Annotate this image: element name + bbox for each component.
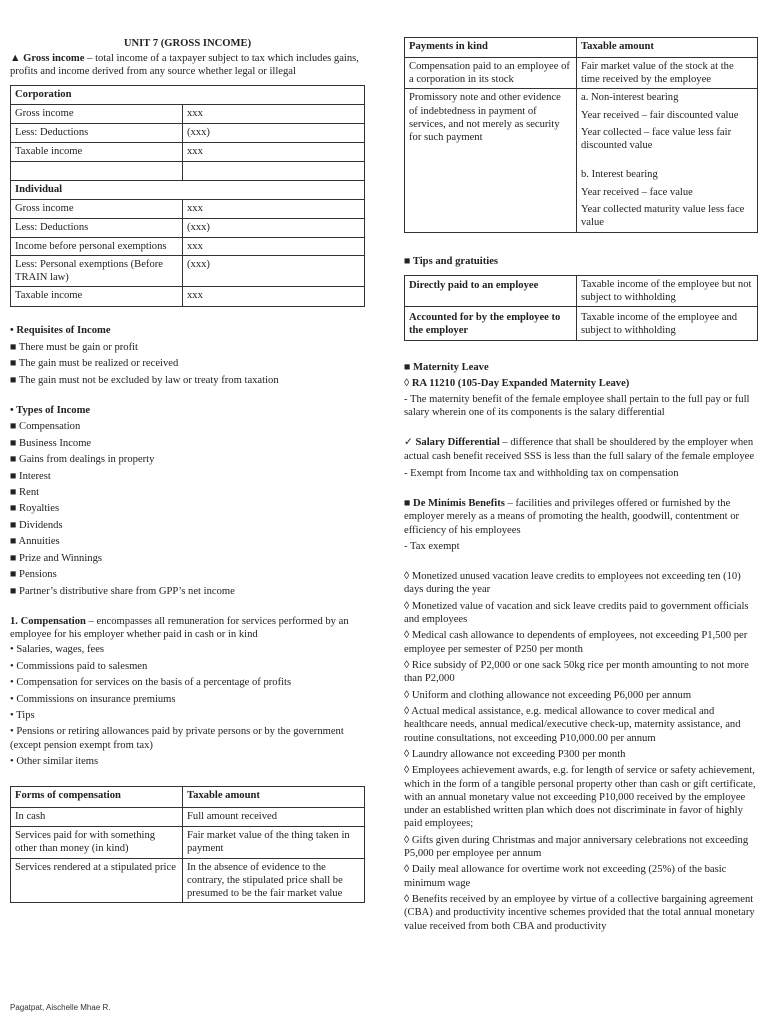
table-row bbox=[405, 307, 758, 340]
table-cell: Fair market value of the stock at the time received by the employee bbox=[577, 58, 758, 89]
list-item: ◊ Monetized value of vacation and sick leave credits paid to government officials and employees bbox=[404, 600, 749, 625]
cell-line: Year collected maturity value less face value bbox=[581, 203, 745, 229]
corporation-table bbox=[10, 85, 365, 308]
triangle-icon: ▲ bbox=[10, 53, 21, 65]
table-row bbox=[11, 858, 365, 903]
list-item: ◊ Employees achievement awards, e.g. for length of service or safety achievement, which in the form of a tangible personal property other than cash or gift certificate, with an annual monetary value not exceeding P10,000 received by the employee under an established written plan which does not discriminate in favor of highly paid employees; bbox=[404, 765, 756, 830]
types-heading: • Types of Income bbox=[10, 404, 91, 416]
table-cell: Promissory note and other evidence of indebtedness in payment of services, and not merely as security for such payment bbox=[405, 89, 577, 233]
table-row bbox=[11, 218, 365, 237]
cell-line: b. Interest bearing bbox=[581, 169, 658, 181]
table-cell bbox=[577, 89, 758, 233]
table-cell: Income before personal exemptions bbox=[11, 237, 183, 255]
gross-income-definition bbox=[10, 52, 365, 78]
table-row bbox=[11, 104, 365, 123]
table-cell: Taxable income bbox=[11, 287, 183, 307]
table-cell: In cash bbox=[11, 808, 183, 827]
table-cell: Taxable income of the employee and subject to withholding bbox=[577, 307, 758, 340]
salary-differential-note: - Exempt from Income tax and withholding tax on compensation bbox=[404, 467, 679, 479]
table-row bbox=[405, 275, 758, 306]
table-row bbox=[11, 161, 365, 180]
table-row bbox=[11, 237, 365, 255]
table-cell: xxx bbox=[183, 237, 365, 255]
table-cell: xxx bbox=[183, 199, 365, 218]
compensation-section bbox=[10, 615, 365, 768]
table-cell: Less: Personal exemptions (Before TRAIN law) bbox=[11, 255, 183, 286]
list-item: ■ Dividends bbox=[10, 519, 63, 531]
list-item: • Compensation for services on the basis of a percentage of profits bbox=[10, 677, 292, 689]
table-cell: Full amount received bbox=[183, 808, 365, 827]
compensation-text: – encompasses all remuneration for services performed by an employee for his employer whether paid in cash or in kind bbox=[10, 615, 349, 641]
cell-line: Year received – fair discounted value bbox=[581, 109, 739, 121]
table-row bbox=[405, 89, 758, 233]
table-row bbox=[11, 123, 365, 142]
individual-header: Individual bbox=[11, 180, 365, 199]
check-icon: ✓ bbox=[404, 437, 416, 449]
salary-differential bbox=[404, 436, 758, 462]
table-cell: Services paid for with something other than money (in kind) bbox=[11, 827, 183, 858]
maternity-text: - The maternity benefit of the female employee shall pertain to the full pay or full salary wherein one of its components is the salary differential bbox=[404, 393, 750, 419]
table-cell: Gross income bbox=[11, 104, 183, 123]
table-row bbox=[11, 199, 365, 218]
table-cell bbox=[183, 161, 365, 180]
list-item: • Commissions on insurance premiums bbox=[10, 693, 176, 705]
list-item: ■ Pensions bbox=[10, 569, 57, 581]
list-item: • Other similar items bbox=[10, 756, 99, 768]
tips-heading: ■ Tips and gratuities bbox=[404, 256, 499, 268]
table-header: Taxable amount bbox=[183, 787, 365, 808]
compensation-term: 1. Compensation bbox=[10, 615, 86, 627]
de-minimis-text: – facilities and privileges offered or furnished by the employer merely as a means of promoting the health, goodwill, contentment or efficiency of his employees bbox=[404, 498, 740, 536]
table-cell: Less: Deductions bbox=[11, 123, 183, 142]
table-header: Payments in kind bbox=[405, 38, 577, 58]
list-item: ■ Rent bbox=[10, 487, 40, 499]
list-item: ■ Royalties bbox=[10, 503, 60, 515]
list-item: ◊ Actual medical assistance, e.g. medical allowance to cover medical and healthcare needs, annual medical/executive check-up, maternity assistance, and routine consultations, not exceeding P10,000.00 per annum bbox=[404, 706, 741, 744]
table-cell: (xxx) bbox=[183, 123, 365, 142]
list-item: ■ Partner’s distributive share from GPP’s net income bbox=[10, 585, 235, 597]
gross-income-term: Gross income bbox=[23, 53, 85, 65]
table-cell: xxx bbox=[183, 142, 365, 161]
list-item: ■ Interest bbox=[10, 470, 51, 482]
page-title: UNIT 7 (GROSS INCOME) bbox=[123, 38, 252, 49]
gross-income-text: – total income of a taxpayer subject to tax which includes gains, profits and income derived from any source whether legal or illegal bbox=[10, 53, 359, 78]
maternity-heading: ■ Maternity Leave bbox=[404, 361, 489, 373]
list-item: • Pensions or retiring allowances paid by private persons or by the government (except pension exempt from tax) bbox=[10, 726, 344, 751]
list-item: ◊ Laundry allowance not exceeding P300 per month bbox=[404, 749, 626, 761]
table-cell: Services rendered at a stipulated price bbox=[11, 858, 183, 903]
table-cell: Less: Deductions bbox=[11, 218, 183, 237]
list-item: ■ Prize and Winnings bbox=[10, 552, 102, 564]
requisites-section bbox=[10, 324, 365, 387]
table-cell: Compensation paid to an employee of a corporation in its stock bbox=[405, 58, 577, 89]
table-row bbox=[11, 255, 365, 286]
list-item: • Tips bbox=[10, 709, 35, 721]
list-item: ■ Annuities bbox=[10, 536, 60, 548]
table-header-row bbox=[11, 787, 365, 808]
salary-differential-text: – difference that shall be shouldered by the employer when actual cash benefit received SSS is less than the full salary of the female employee bbox=[404, 437, 755, 462]
list-item: • Commissions paid to salesmen bbox=[10, 660, 148, 672]
table-row bbox=[405, 58, 758, 89]
table-cell: xxx bbox=[183, 287, 365, 307]
list-item: ◊ Benefits received by an employee by virtue of a collective bargaining agreement (CBA) and productivity incentive schemes provided that the total annual monetary value received from both CBA and productivity bbox=[404, 894, 755, 932]
types-section bbox=[10, 404, 365, 598]
list-item: ■ The gain must be realized or received bbox=[10, 358, 179, 370]
table-cell: Accounted for by the employee to the employer bbox=[405, 307, 577, 340]
list-item: ◊ Daily meal allowance for overtime work not exceeding (25%) of the basic minimum wage bbox=[404, 864, 727, 889]
list-item: ■ The gain must not be excluded by law or treaty from taxation bbox=[10, 374, 279, 386]
table-cell: In the absence of evidence to the contrary, the stipulated price shall be presumed to be the fair market value bbox=[183, 858, 365, 903]
table-cell: Directly paid to an employee bbox=[405, 275, 577, 306]
left-column bbox=[10, 0, 365, 903]
table-header: Taxable amount bbox=[577, 38, 758, 58]
table-cell bbox=[11, 161, 183, 180]
table-header: Forms of compensation bbox=[11, 787, 183, 808]
de-minimis-definition bbox=[404, 497, 758, 537]
ra-heading: ◊ RA 11210 (105-Day Expanded Maternity Leave) bbox=[404, 377, 630, 389]
tips-table bbox=[404, 275, 758, 341]
corporation-header: Corporation bbox=[11, 85, 365, 104]
list-item: ◊ Medical cash allowance to dependents of employees, not exceeding P1,500 per employee per semester of P250 per month bbox=[404, 630, 748, 655]
right-column bbox=[404, 0, 758, 936]
table-cell: Taxable income bbox=[11, 142, 183, 161]
cell-line: Year received – face value bbox=[581, 186, 693, 198]
table-cell: Taxable income of the employee but not subject to withholding bbox=[577, 275, 758, 306]
de-minimis-term: ■ De Minimis Benefits bbox=[404, 498, 505, 510]
list-item: ◊ Rice subsidy of P2,000 or one sack 50kg rice per month amounting to not more than P2,000 bbox=[404, 660, 749, 685]
table-cell: xxx bbox=[183, 104, 365, 123]
table-row bbox=[11, 827, 365, 858]
table-row bbox=[11, 808, 365, 827]
table-header-row bbox=[405, 38, 758, 58]
requisites-heading: • Requisites of Income bbox=[10, 325, 111, 337]
table-cell: Fair market value of the thing taken in payment bbox=[183, 827, 365, 858]
compensation-definition bbox=[10, 615, 365, 641]
list-item: ■ Compensation bbox=[10, 421, 81, 433]
list-item: ◊ Uniform and clothing allowance not exceeding P6,000 per annum bbox=[404, 689, 692, 701]
list-item: ◊ Monetized unused vacation leave credits to employees not exceeding ten (10) days during the year bbox=[404, 571, 741, 596]
table-row bbox=[11, 287, 365, 307]
table-cell: Gross income bbox=[11, 199, 183, 218]
salary-differential-term: Salary Differential bbox=[415, 437, 500, 449]
table-cell: (xxx) bbox=[183, 255, 365, 286]
list-item: ■ Gains from dealings in property bbox=[10, 454, 155, 466]
table-row bbox=[11, 142, 365, 161]
forms-of-compensation-table bbox=[10, 786, 365, 903]
list-item: • Salaries, wages, fees bbox=[10, 644, 105, 656]
author-footer: Pagatpat, Aischelle Mhae R. bbox=[10, 1003, 111, 1012]
list-item: ◊ Gifts given during Christmas and major anniversary celebrations not exceeding P5,000 per employee per annum bbox=[404, 834, 749, 860]
list-item: ■ Business Income bbox=[10, 437, 92, 449]
de-minimis-list bbox=[404, 570, 758, 933]
de-minimis-note: - Tax exempt bbox=[404, 540, 460, 552]
list-item: ■ There must be gain or profit bbox=[10, 341, 138, 353]
cell-line: a. Non-interest bearing bbox=[581, 92, 679, 104]
cell-line: Year collected – face value less fair discounted value bbox=[581, 126, 732, 152]
payments-in-kind-table bbox=[404, 37, 758, 233]
table-cell: (xxx) bbox=[183, 218, 365, 237]
